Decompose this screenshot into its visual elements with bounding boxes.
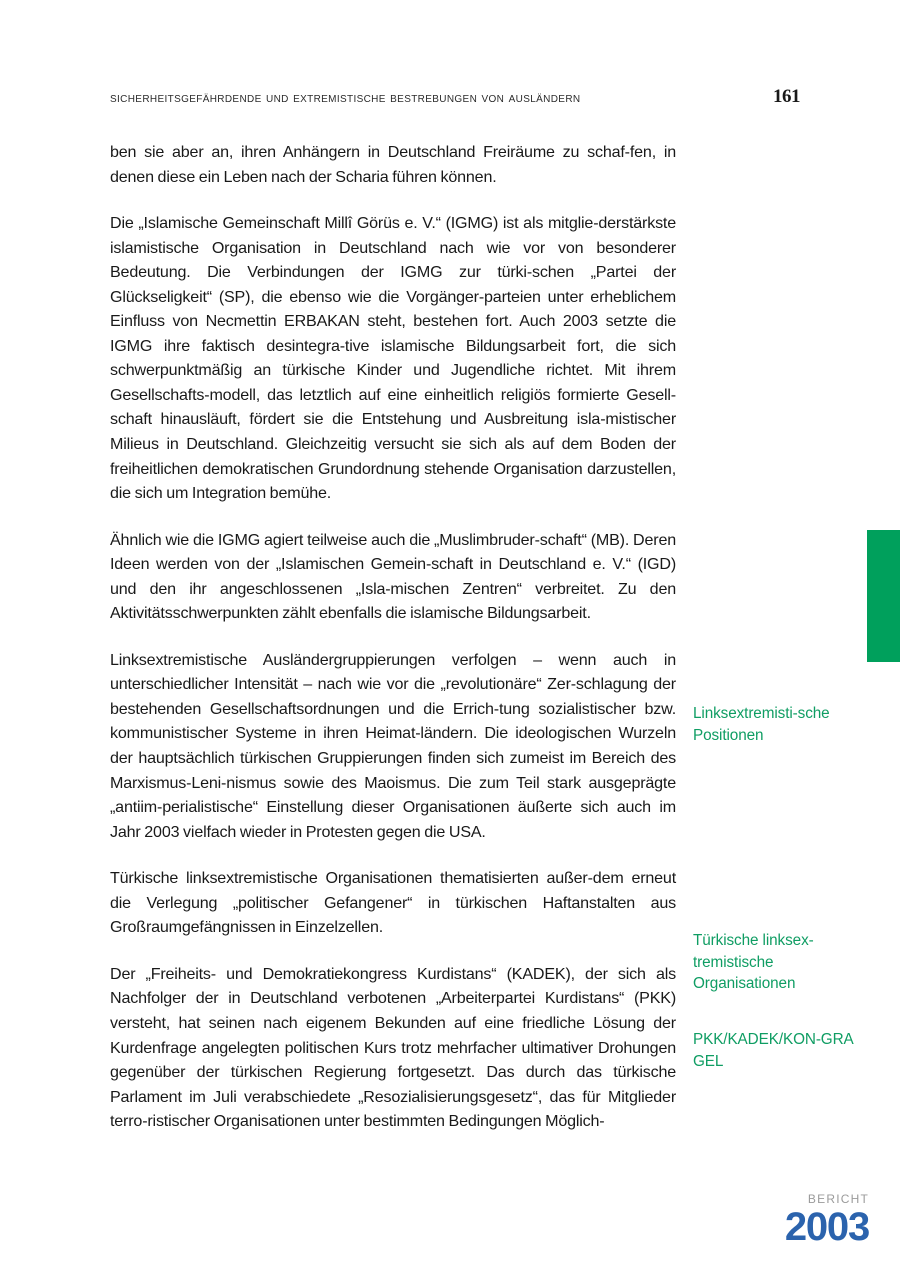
paragraph: ben sie aber an, ihren Anhängern in Deutschland Freiräume zu schaf-fen, in denen diese ein Leben nach der Scharia führen können. [110,143,676,186]
paragraph: Ähnlich wie die IGMG agiert teilweise auch die „Muslimbruder-schaft“ (MB). Deren Ideen werden von der „Islamischen Gemein-schaft in Deutschland e. V.“ (IGD) und den ihr angeschlossenen „Isla-mischen Zentren“ verbreitet. Zu den Aktivitätsschwerpunkten zählt ebenfalls die islamische Bildungsarbeit. [110,530,676,623]
page-title: sicherheitsgefährdende und extremistische bestrebungen von ausländern [110,90,581,106]
section-thumb-tab [867,530,900,662]
paragraph: Die „Islamische Gemeinschaft Millî Görüs e. V.“ (IGMG) ist als mitglie-derstärkste islamistische Organisation in Deutschland nach wie vor von besonderer Bedeutung. Die Verbindungen der IGMG zur türki-schen „Partei der Glückseligkeit“ (SP), die ebenso wie die Vorgänger-parteien unter erheblichem Einfluss von Necmettin ERBAKAN steht, bestehen fort. Auch 2003 setzte die IGMG ihre faktisch desintegra-tive islamische Bildungsarbeit fort, die sich schwerpunktmäßig an türkische Kinder und Jugendliche richtet. Mit ihrem Gesellschafts-modell, das letztlich auf eine einheitlich religiös formierte Gesell-schaft hinausläuft, fördert sie die Entstehung und Ausbreitung isla-mistischer Milieus in Deutschland. Gleichzeitig versucht sie sich als auf dem Boden der freiheitlichen demokratischen Grundordnung stehende Organisation darzustellen, die sich um Integration bemühe. [110,214,676,503]
report-label: bericht [807,1188,869,1207]
body-text-column [110,140,676,1134]
report-logo [785,1189,869,1247]
paragraph: Der „Freiheits- und Demokratiekongress Kurdistans“ (KADEK), der sich als Nachfolger der in Deutschland verbotenen „Arbeiterpartei Kurdistans“ (PKK) versteht, hat seinen nach eigenem Bekunden auf eine friedliche Lösung der Kurdenfrage angelegten politischen Kurs trotz mehrfacher ultimativer Drohungen gegenüber der türkischen Regierung fortgesetzt. Das durch das türkische Parlament im Juli verabschiedete „Resozialisierungsgesetz“, das für Mitglieder terro-ristischer Organisationen unter bestimmten Bedingungen Möglich- [110,964,676,1131]
paragraph: Linksextremistische Ausländergruppierungen verfolgen – wenn auch in unterschiedlicher Intensität – nach wie vor die „revolutionäre“ Zer-schlagung der bestehenden Gesellschaftsordnungen und die Errich-tung sozialistischer bzw. kommunistischer Systeme in ihren Heimat-ländern. Die ideologischen Wurzeln der hauptsächlich türkischen Gruppierungen finden sich zumeist im Bereich des Marxismus-Leni-nismus sowie des Maoismus. Die zum Teil stark ausgeprägte „antiim-perialistische“ Einstellung dieser Organisationen äußerte sich auch im Jahr 2003 vielfach wieder in Protesten gegen die USA. [110,650,676,841]
margin-note: Türkische linksex-tremistische Organisationen [693,932,814,992]
margin-note: PKK/KADEK/KON-GRA GEL [693,1031,853,1070]
page-number: 161 [773,86,800,107]
report-year: 2003 [784,1205,869,1249]
paragraph: Türkische linksextremistische Organisationen thematisierten außer-dem erneut die Verlegung „politischer Gefangener“ in türkischen Haftanstalten aus Großraumgefängnissen in Einzelzellen. [110,869,676,937]
margin-note: Linksextremisti-sche Positionen [693,705,830,744]
running-header [110,86,800,108]
